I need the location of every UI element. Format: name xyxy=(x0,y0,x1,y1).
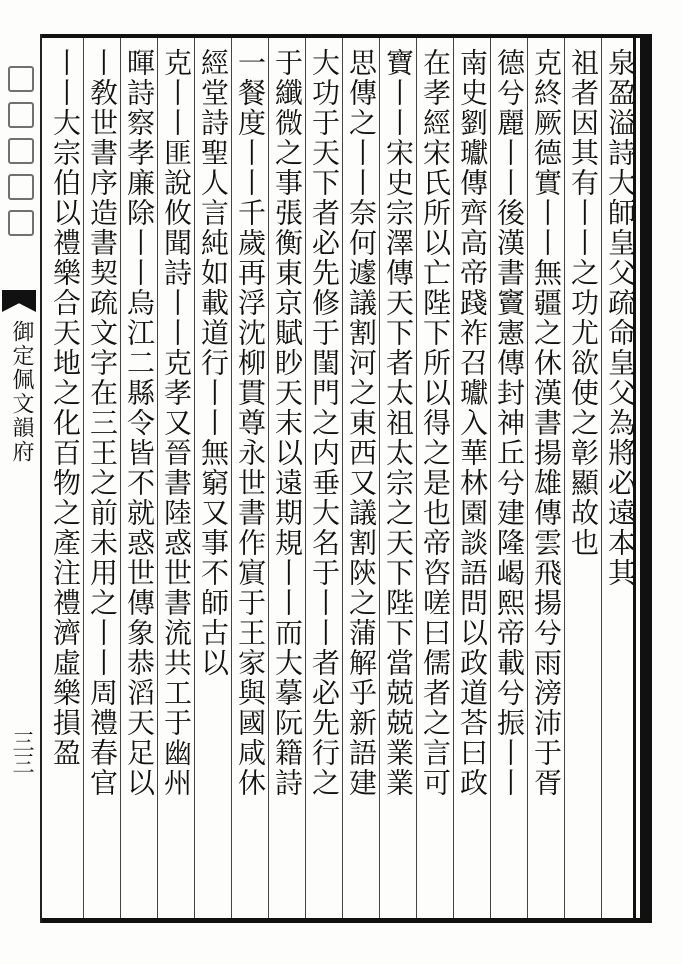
fishtail-mark xyxy=(2,290,36,312)
text-column-4: 德兮麗丨丨後漢書竇憲傳封神丘兮建隆嵑熙帝載兮振丨丨 xyxy=(493,48,526,798)
text-column-1: 泉盈溢詩大師皇父疏命皇父為將必遠本其 xyxy=(604,48,637,588)
text-column-8: 思傳之丨丨奈何遽議割河之東西又議割陝之蒲解乎新語建 xyxy=(345,48,378,798)
frame-right xyxy=(640,34,652,923)
edge-mark xyxy=(8,102,34,128)
edge-mark xyxy=(8,210,34,236)
text-column-7: 寶丨丨宋史宗澤傳天下者太祖太宗之天下陛下當兢兢業業 xyxy=(382,48,415,798)
text-column-15: 丨敎世書序造書契疏文字在三王之前未用之丨丨周禮春官 xyxy=(86,48,119,798)
text-column-13: 克丨丨匪說攸聞詩丨丨克孝又晉書陸惑世書流共工于幽州 xyxy=(160,48,193,798)
book-center-column xyxy=(0,290,40,670)
edge-mark xyxy=(8,138,34,164)
text-column-16: 丨丨大宗伯以禮樂合天地之化百物之產注禮濟虛樂損盈 xyxy=(49,48,82,768)
book-title: 御定佩文韻府 xyxy=(9,320,34,464)
edge-mark xyxy=(8,66,34,92)
text-column-5: 南史劉瓛傳齊高帝踐祚召瓛入華林園談語問以政道荅曰政 xyxy=(456,48,489,798)
frame-left xyxy=(40,34,42,923)
text-column-6: 在孝經宋氏所以亡陛下所以得之是也帝咨嗟曰儒者之言可 xyxy=(419,48,452,798)
text-column-3: 克終厥德實丨丨無疆之休漢書揚雄傳雲飛揚兮雨滂沛于胥 xyxy=(530,48,563,798)
text-column-12: 經堂詩聖人言純如載道行丨丨無窮又事不師古以 xyxy=(197,48,230,678)
text-column-14: 暉詩察孝廉除丨丨烏江二縣令皆不就惑世傳象恭滔天足以 xyxy=(123,48,156,798)
text-column-11: 一餐度丨丨千歲再浮沈柳貫尊永世書作賔于王家與國咸休 xyxy=(234,48,267,798)
block-edge-marks xyxy=(6,60,36,250)
page-number: 三三 xyxy=(9,730,34,774)
text-column-2: 祖者因其有丨丨之功尤欲使之彰顯故也 xyxy=(567,48,600,558)
frame-bottom xyxy=(40,918,652,923)
edge-mark xyxy=(8,174,34,200)
text-column-10: 于纖微之事張衡東京賦眇天末以遠期規丨丨而大摹阮籍詩 xyxy=(271,48,304,798)
text-column-9: 大功于天下者必先修于閨門之内垂大名于丨丨者必先行之 xyxy=(308,48,341,798)
frame-top xyxy=(40,34,652,38)
